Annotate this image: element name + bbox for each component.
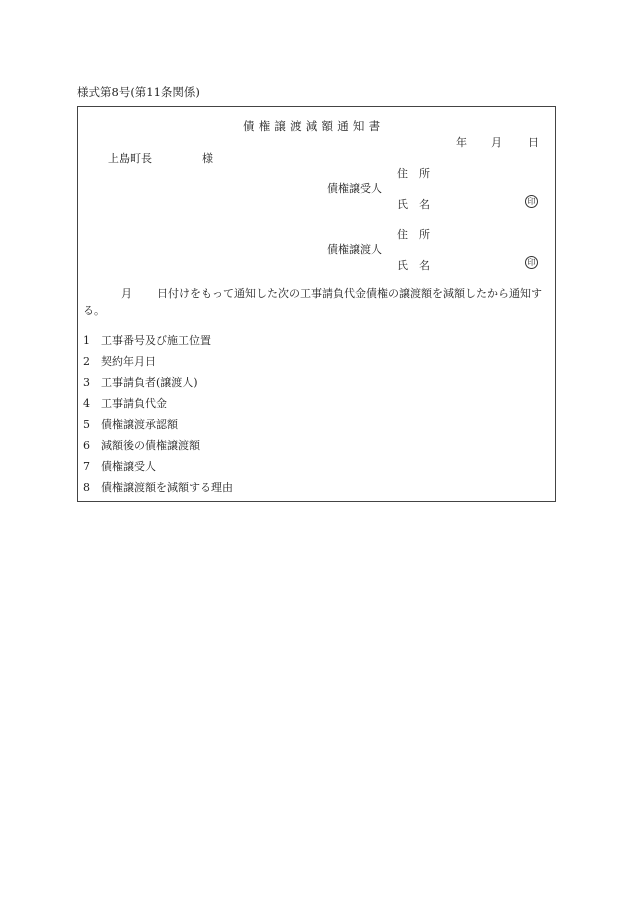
date-month-label: 月 <box>491 136 502 149</box>
list-item: 8 債権譲渡額を減額する理由 <box>83 481 233 494</box>
date-year-label: 年 <box>456 136 467 149</box>
assignee-address-label: 住 所 <box>397 167 430 180</box>
body-month-label: 月 <box>121 287 132 300</box>
assignor-seal-icon: 印 <box>525 256 538 269</box>
notification-body <box>83 285 551 319</box>
assignor-name-label: 氏 名 <box>397 259 430 272</box>
list-item: 7 債権譲受人 <box>83 460 156 473</box>
assignee-name-label: 氏 名 <box>397 198 430 211</box>
list-item: 2 契約年月日 <box>83 355 156 368</box>
assignor-address-label: 住 所 <box>397 228 430 241</box>
body-text: 日付けをもって通知した次の工事請負代金債権の譲渡額を減額したから通知する。 <box>83 287 542 317</box>
date-day-label: 日 <box>528 136 539 149</box>
document-title: 債権譲渡減額通知書 <box>243 119 385 133</box>
form-number: 様式第8号(第11条関係) <box>77 85 200 99</box>
list-item: 6 減額後の債権譲渡額 <box>83 439 200 452</box>
assignor-label: 債権譲渡人 <box>327 243 382 256</box>
list-item: 3 工事請負者(譲渡人) <box>83 376 198 389</box>
addressee-honorific: 様 <box>202 152 213 165</box>
list-item: 1 工事番号及び施工位置 <box>83 334 211 347</box>
assignee-seal-icon: 印 <box>525 195 538 208</box>
assignee-label: 債権譲受人 <box>327 182 382 195</box>
list-item: 4 工事請負代金 <box>83 397 167 410</box>
addressee-name: 上島町長 <box>108 152 152 165</box>
notification-form <box>77 106 556 502</box>
list-item: 5 債権譲渡承認額 <box>83 418 178 431</box>
